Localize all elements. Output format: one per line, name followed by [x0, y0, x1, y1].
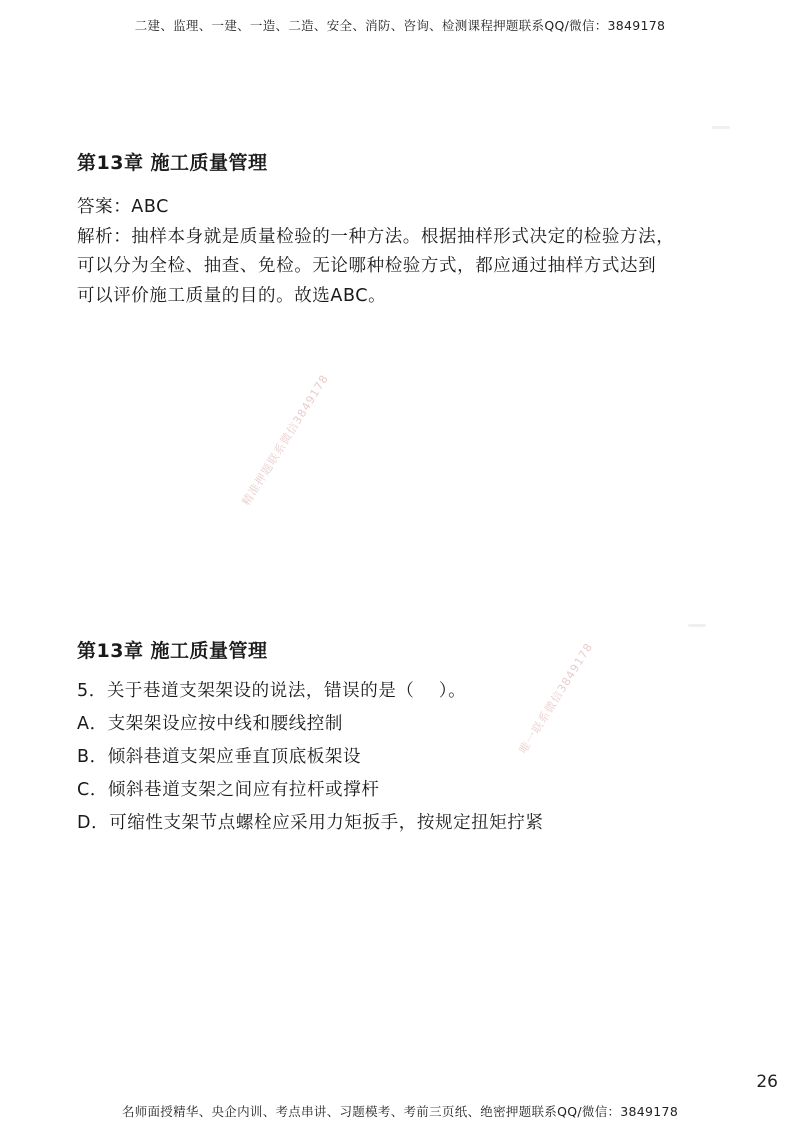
- option-c: C．倾斜巷道支架之间应有拉杆或撑杆: [77, 780, 380, 800]
- chapter-title: 第13章 施工质量管理: [77, 152, 268, 174]
- option-a: A．支架架设应按中线和腰线控制: [77, 714, 343, 734]
- question-stem: 5．关于巷道支架架设的说法，错误的是（ ）。: [77, 681, 467, 701]
- answer-section: [77, 148, 727, 311]
- option-b: B．倾斜巷道支架应垂直顶底板架设: [77, 747, 362, 767]
- answer-text: 答案：ABC: [77, 197, 169, 217]
- option-d: D．可缩性支架节点螺栓应采用力矩扳手，按规定扭矩拧紧: [77, 813, 544, 833]
- scan-speck: [712, 126, 730, 129]
- footer-banner: 名师面授精华、央企内训、考点串讲、习题模考、考前三页纸、绝密押题联系QQ/微信：3849178: [121, 1104, 679, 1119]
- analysis-line: 可以评价施工质量的目的。故选ABC。: [77, 285, 387, 306]
- watermark: 精准押题联系微信3849178: [239, 372, 332, 508]
- analysis-line: 可以分为全检、抽查、免检。无论哪种检验方式，都应通过抽样方式达到: [77, 256, 657, 276]
- header-banner: 二建、监理、一建、一造、二造、安全、消防、咨询、检测课程押题联系QQ/微信：3849178: [134, 18, 666, 33]
- scan-speck: [688, 624, 706, 627]
- analysis-line: 解析：抽样本身就是质量检验的一种方法。根据抽样形式决定的检验方法，: [77, 226, 675, 247]
- watermark: 唯一联系微信3849178: [516, 640, 596, 756]
- question-section: [77, 636, 727, 840]
- page-number: 26: [756, 1072, 778, 1092]
- chapter-title: 第13章 施工质量管理: [77, 640, 268, 662]
